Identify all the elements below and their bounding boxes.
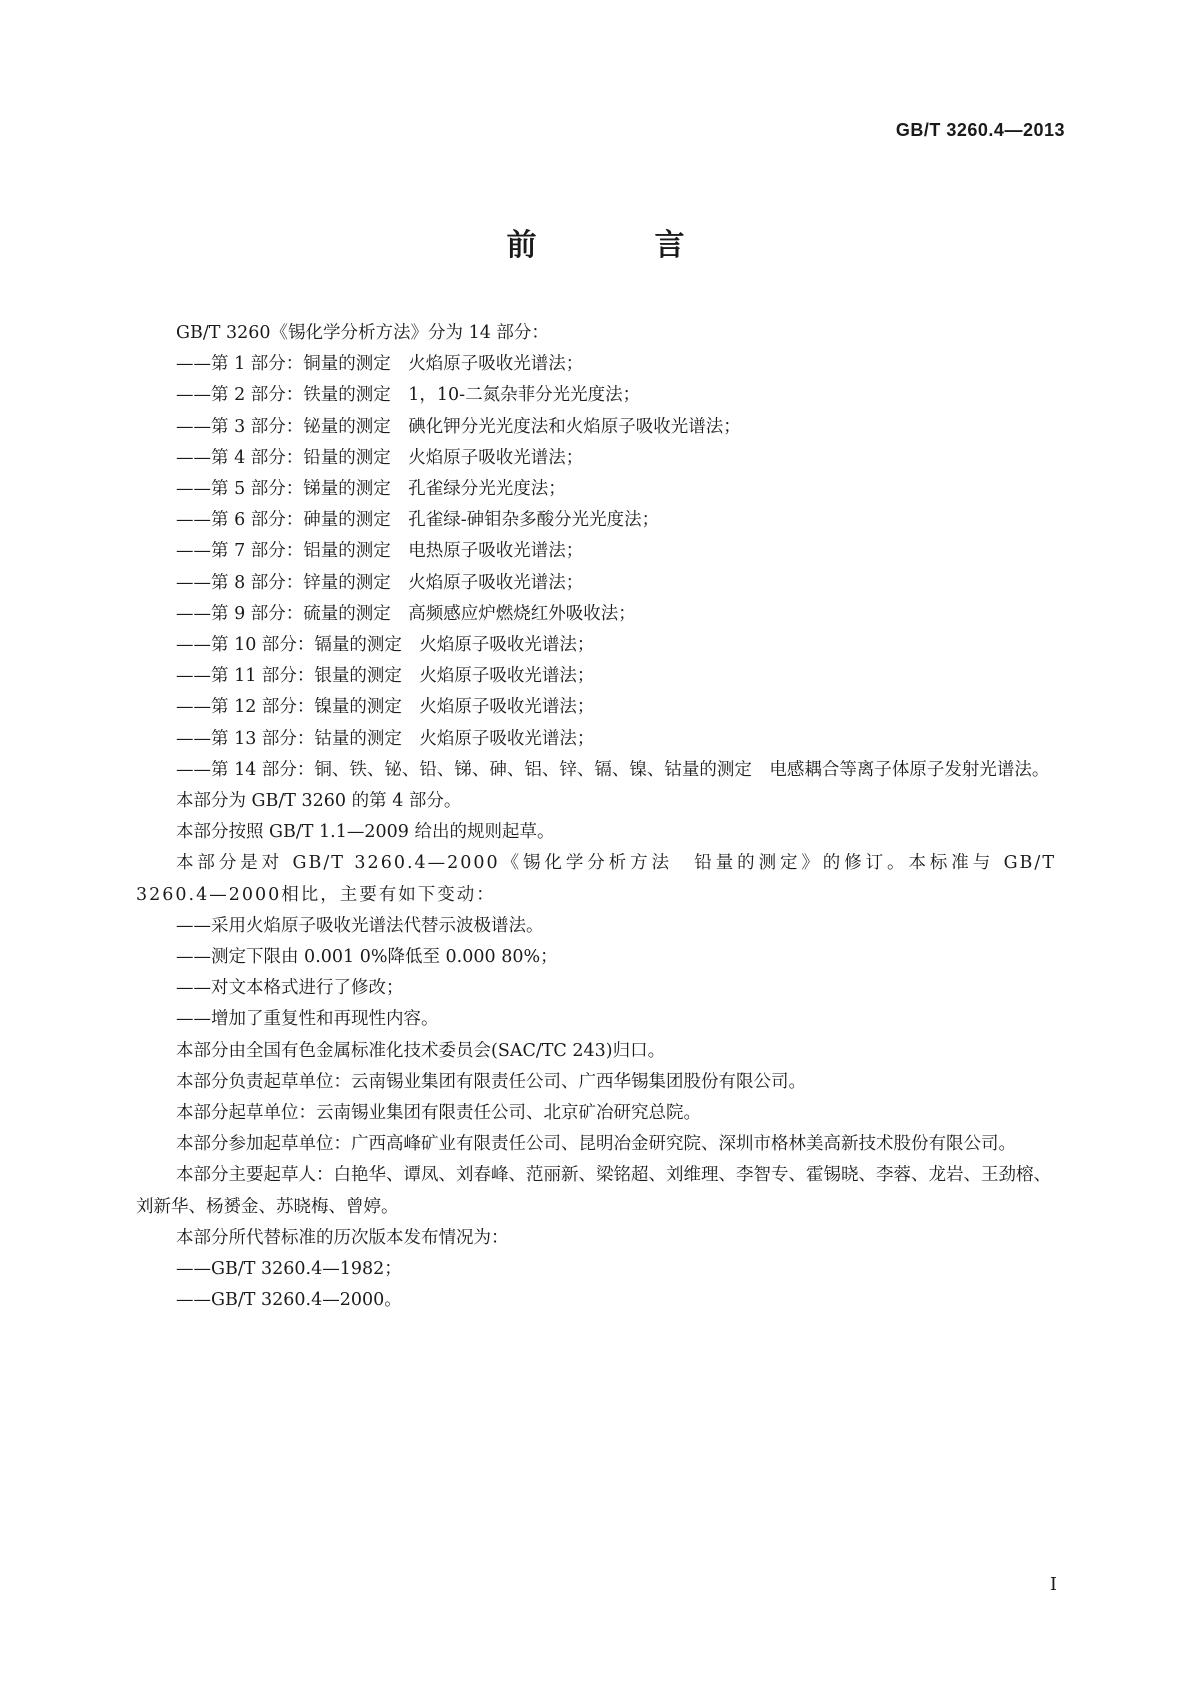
this-part-statement: 本部分为 GB/T 3260 的第 4 部分。 [176,791,462,812]
part-list-item: ——第 7 部分：铝量的测定 电热原子吸收光谱法； [176,541,584,562]
change-list-item: ——增加了重复性和再现性内容。 [176,1009,439,1030]
part-list-item: ——第 9 部分：硫量的测定 高频感应炉燃烧红外吸收法； [176,603,636,624]
standard-number: GB/T 3260.4—2013 [895,120,1065,140]
part-list-item: ——第 8 部分：锌量的测定 火焰原子吸收光谱法； [176,572,584,593]
part-list-item: ——第 14 部分：铜、铁、铋、铅、锑、砷、铝、锌、镉、镍、钴量的测定 电感耦合等离子体原子发射光谱法。 [176,759,1050,780]
drafting-rules-statement: 本部分按照 GB/T 1.1—2009 给出的规则起草。 [176,822,555,843]
part-list-item: ——第 3 部分：铋量的测定 碘化钾分光光度法和火焰原子吸收光谱法； [176,416,741,437]
foreword-body [136,318,1056,1317]
page-number: I [1049,1574,1057,1595]
change-list-item: ——对文本格式进行了修改； [176,978,404,999]
participating-units: 本部分参加起草单位：广西高峰矿业有限责任公司、昆明冶金研究院、深圳市格林美高新技术股份有限公司。 [176,1134,1016,1155]
change-list-item: ——测定下限由 0.001 0%降低至 0.000 80%； [176,947,558,968]
main-drafters: 本部分主要起草人：白艳华、谭凤、刘春峰、范丽新、梁铭超、刘维理、李智专、霍锡晓、李蓉、龙岩、王劲榕、刘新华、杨赟金、苏晓梅、曾婷。 [136,1165,1051,1217]
responsible-units: 本部分负责起草单位：云南锡业集团有限责任公司、广西华锡集团股份有限公司。 [176,1071,806,1092]
change-list-item: ——采用火焰原子吸收光谱法代替示波极谱法。 [176,915,544,936]
part-list-item: ——第 11 部分：银量的测定 火焰原子吸收光谱法； [176,666,595,687]
history-list-item: ——GB/T 3260.4—1982； [176,1259,402,1280]
part-list-item: ——第 5 部分：锑量的测定 孔雀绿分光光度法； [176,479,566,500]
part-list-item: ——第 1 部分：铜量的测定 火焰原子吸收光谱法； [176,354,584,375]
drafting-units: 本部分起草单位：云南锡业集团有限责任公司、北京矿冶研究总院。 [176,1103,701,1124]
page-title: 前 言 [506,228,729,263]
centralized-statement: 本部分由全国有色金属标准化技术委员会(SAC/TC 243)归口。 [176,1040,666,1061]
intro-paragraph: GB/T 3260《锡化学分析方法》分为 14 部分： [176,323,549,343]
part-list-item: ——第 13 部分：钴量的测定 火焰原子吸收光谱法； [176,728,595,749]
part-list-item: ——第 2 部分：铁量的测定 1，10-二氮杂菲分光光度法； [176,385,641,406]
revision-statement: 本部分是对 GB/T 3260.4—2000《锡化学分析方法 铅量的测定》的修订。本标准与 GB/T 3260.4—2000相比，主要有如下变动： [136,853,1056,905]
part-list-item: ——第 12 部分：镍量的测定 火焰原子吸收光谱法； [176,697,595,718]
part-list-item: ——第 6 部分：砷量的测定 孔雀绿-砷钼杂多酸分光光度法； [176,510,660,531]
part-list-item: ——第 10 部分：镉量的测定 火焰原子吸收光谱法； [176,635,595,656]
history-list-item: ——GB/T 3260.4—2000。 [176,1290,402,1311]
history-intro: 本部分所代替标准的历次版本发布情况为： [176,1227,509,1248]
part-list-item: ——第 4 部分：铅量的测定 火焰原子吸收光谱法； [176,447,584,468]
